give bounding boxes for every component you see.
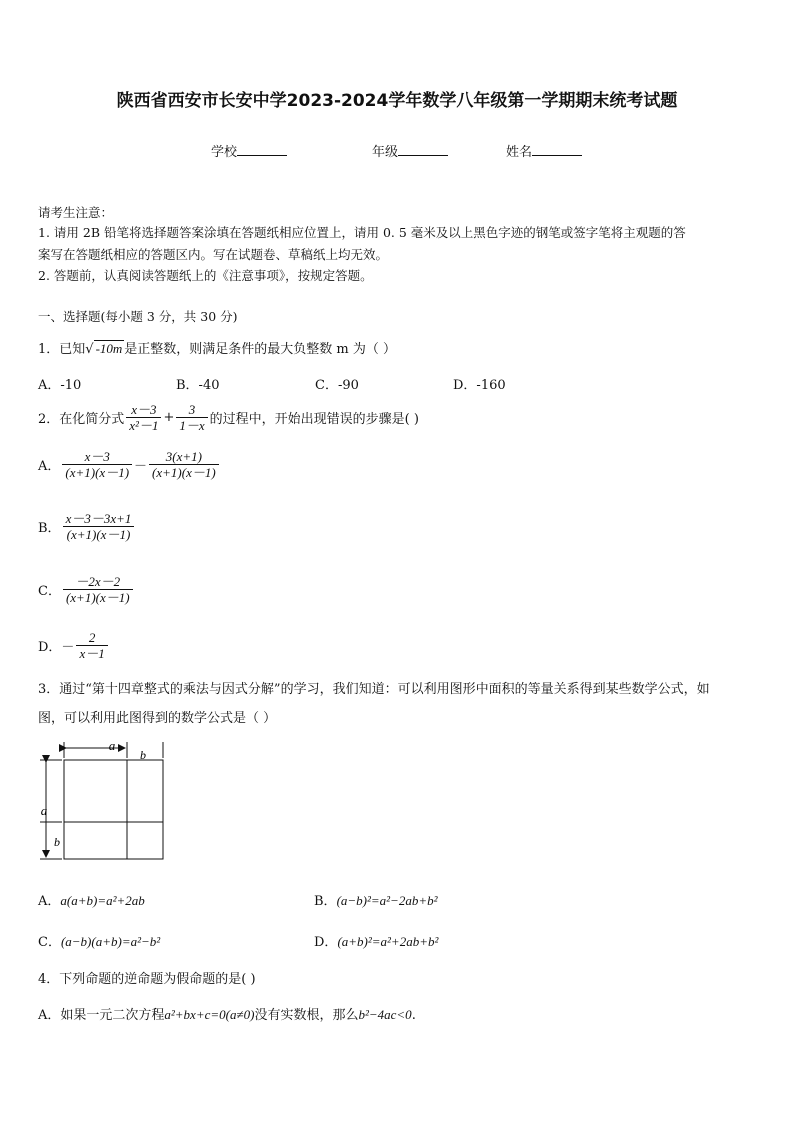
q4-a-inequality: b²−4ac<0 <box>358 1007 412 1022</box>
q2-a-minus: － <box>134 459 148 474</box>
q4-a-equation: a²+bx+c=0(a≠0) <box>164 1007 255 1022</box>
q2-b-label: B． <box>38 521 61 536</box>
q2-prefix: 2．在化简分式 <box>38 412 125 427</box>
grade-field <box>372 141 448 160</box>
q3-option-a <box>38 890 145 909</box>
q2-plus: + <box>163 410 175 425</box>
q2-a-frac-2 <box>149 449 219 480</box>
school-field <box>211 141 287 160</box>
school-label: 学校 <box>211 145 238 160</box>
notice-line-1a: 1. 请用 2B 铅笔将选择题答案涂填在答题纸相应位置上，请用 0. 5 毫米及以上黑色字迹的钢笔或签字笔将主观题的答 <box>38 225 686 240</box>
q2-c-label: C． <box>38 584 61 599</box>
q3-d-label: D． <box>314 935 338 950</box>
label-a-left: a <box>40 803 48 818</box>
notice-line-2: 2. 答题前，认真阅读答题纸上的《注意事项》，按规定答题。 <box>38 268 373 283</box>
name-label: 姓名 <box>506 145 533 160</box>
q4-option-a <box>38 1004 416 1023</box>
q2-c-frac <box>63 574 133 605</box>
q2-f1-den: x²－1 <box>129 418 159 433</box>
q2-suffix: 的过程中，开始出现错误的步骤是( ) <box>209 412 419 427</box>
q3-b-label: B． <box>314 894 337 909</box>
notice-heading: 请考生注意： <box>38 205 114 220</box>
q2-d-den: x－1 <box>79 646 105 661</box>
question-2 <box>38 402 419 433</box>
section-heading: 一、选择题(每小题 3 分，共 30 分) <box>38 309 238 324</box>
q2-d-label: D．－ <box>38 640 75 655</box>
q3-square-figure <box>32 736 172 866</box>
q2-d-num: 2 <box>76 630 107 646</box>
q2-a-num-1: x－3 <box>62 449 132 465</box>
q3-stem-line-1: 3．通过“第十四章整式的乘法与因式分解”的学习，我们知道：可以利用图形中面积的等量关系得到某些数学公式，如 <box>38 682 710 697</box>
q2-b-num: x－3－3x+1 <box>63 511 135 527</box>
grade-blank <box>398 143 448 156</box>
q3-b-expr: (a−b)²=a²−2ab+b² <box>336 893 438 908</box>
q1-option-a: A．-10 <box>38 378 82 393</box>
page-title: 陕西省西安市长安中学2023-2024学年数学八年级第一学期期末统考试题 <box>116 91 678 111</box>
q3-stem-line-2: 图，可以利用此图得到的数学公式是（ ） <box>38 711 277 726</box>
q2-option-a <box>38 449 221 480</box>
q2-c-num: －2x－2 <box>63 574 133 590</box>
q4-a-mid: 没有实数根，那么 <box>254 1008 359 1023</box>
q2-a-label: A． <box>38 459 61 474</box>
q2-f2-num: 3 <box>176 402 207 418</box>
q2-f2-den: 1－x <box>179 418 205 433</box>
q2-a-frac-1 <box>62 449 132 480</box>
q2-f1-num: x－3 <box>126 402 161 418</box>
school-blank <box>237 143 287 156</box>
outer-square <box>64 760 163 859</box>
q2-a-num-2: 3(x+1) <box>149 449 219 465</box>
q3-c-expr: (a−b)(a+b)=a²−b² <box>60 934 161 949</box>
q2-option-c <box>38 574 135 605</box>
q2-fraction-1 <box>126 402 161 433</box>
q1-option-d: D．-160 <box>453 378 506 393</box>
q2-d-frac <box>76 630 107 661</box>
q3-option-c <box>38 931 160 950</box>
q2-option-d <box>38 630 110 661</box>
label-a-top: a <box>108 738 116 753</box>
q4-stem: 4．下列命题的逆命题为假命题的是( ) <box>38 972 256 987</box>
q3-d-expr: (a+b)²=a²+2ab+b² <box>337 934 439 949</box>
q2-option-b <box>38 511 136 542</box>
q3-option-b <box>314 890 438 909</box>
grade-label: 年级 <box>372 145 399 160</box>
name-field <box>506 141 582 160</box>
notice-line-1b: 案写在答题纸相应的答题区内。写在试题卷、草稿纸上均无效。 <box>38 247 389 262</box>
q3-option-d <box>314 931 438 950</box>
q1-radicand: -10m <box>95 341 123 356</box>
q4-a-prefix: A．如果一元二次方程 <box>38 1008 165 1023</box>
q1-option-c: C．-90 <box>315 378 359 393</box>
q2-a-den-2: (x+1)(x－1) <box>152 465 216 480</box>
q2-fraction-2 <box>176 402 207 433</box>
question-1 <box>38 338 396 357</box>
q3-a-label: A． <box>38 894 61 909</box>
sqrt-sign: √ <box>85 342 94 357</box>
q1-option-b: B．-40 <box>176 378 220 393</box>
label-b-left: b <box>54 835 60 849</box>
q4-a-end: . <box>411 1008 416 1023</box>
q2-b-frac <box>63 511 135 542</box>
q1-prefix: 1．已知 <box>38 342 86 357</box>
q3-c-label: C． <box>38 935 61 950</box>
q2-c-den: (x+1)(x－1) <box>65 590 130 605</box>
label-b-top: b <box>140 748 146 762</box>
q3-a-expr: a(a+b)=a²+2ab <box>60 893 145 908</box>
q2-a-den-1: (x+1)(x－1) <box>65 465 130 480</box>
name-blank <box>532 143 582 156</box>
q2-b-den: (x+1)(x－1) <box>66 527 131 542</box>
q1-suffix: 是正整数，则满足条件的最大负整数 m 为（ ） <box>124 342 397 357</box>
